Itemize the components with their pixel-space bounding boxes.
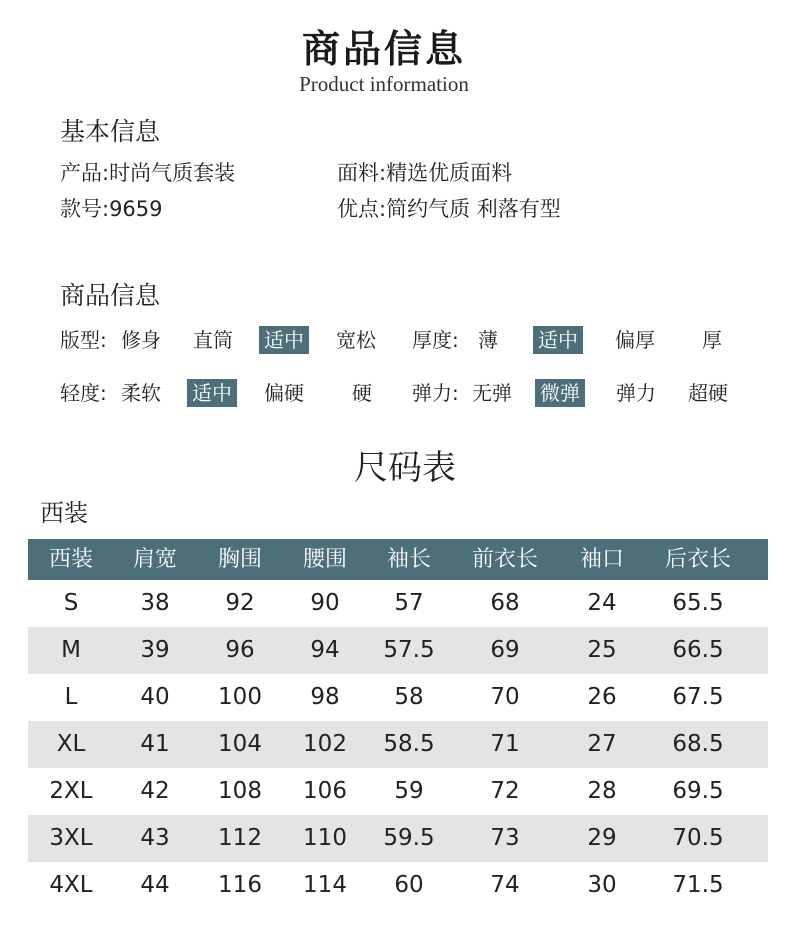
elasticity-label: 弹力:	[412, 381, 459, 405]
measure-cell: 108	[218, 778, 262, 804]
product-name: 产品:时尚气质套装	[60, 161, 236, 185]
product-info-title: 商品信息	[60, 281, 161, 310]
size-table-header	[28, 539, 768, 580]
header-cell: 前衣长	[471, 547, 539, 572]
measure-cell: 59	[394, 778, 424, 804]
measure-cell: 68	[490, 590, 520, 616]
measure-cell: 24	[587, 590, 617, 616]
measure-cell: 29	[587, 825, 617, 851]
measure-cell: 102	[303, 731, 347, 757]
size-table	[28, 539, 768, 909]
measure-cell: 39	[140, 637, 170, 663]
elasticity-option-super: 超硬	[688, 381, 728, 405]
measure-cell: 26	[587, 684, 617, 710]
measure-cell: 72	[490, 778, 520, 804]
measure-cell: 112	[218, 825, 262, 851]
measure-cell: 57	[394, 590, 424, 616]
size-cell: 3XL	[49, 825, 93, 851]
style-number: 款号:9659	[60, 197, 163, 221]
measure-cell: 27	[587, 731, 617, 757]
table-row	[28, 627, 768, 674]
measure-cell: 96	[225, 637, 255, 663]
thickness-option-thick: 厚	[702, 328, 722, 352]
measure-cell: 69	[490, 637, 520, 663]
size-chart-category: 西装	[40, 499, 88, 527]
softness-option-soft: 柔软	[121, 381, 161, 405]
header-cell: 后衣长	[664, 547, 732, 572]
measure-cell: 67.5	[672, 684, 724, 710]
thickness-option-medium-selected: 适中	[533, 326, 583, 354]
measure-cell: 69.5	[672, 778, 724, 804]
measure-cell: 116	[218, 872, 262, 898]
header-cell: 肩宽	[132, 547, 178, 572]
measure-cell: 60	[394, 872, 424, 898]
measure-cell: 73	[490, 825, 520, 851]
header-cell: 腰围	[302, 547, 348, 572]
softness-option-firm: 硬	[352, 381, 372, 405]
measure-cell: 94	[310, 637, 340, 663]
measure-cell: 74	[490, 872, 520, 898]
size-cell: 2XL	[49, 778, 93, 804]
measure-cell: 70	[490, 684, 520, 710]
size-cell: 4XL	[49, 872, 93, 898]
softness-label: 轻度:	[60, 381, 107, 405]
header-cell: 袖口	[579, 547, 625, 572]
page-title: 商品信息	[301, 26, 466, 71]
header-cell: 西装	[48, 547, 94, 572]
measure-cell: 66.5	[672, 637, 724, 663]
measure-cell: 92	[225, 590, 255, 616]
measure-cell: 68.5	[672, 731, 724, 757]
size-cell: L	[64, 684, 78, 710]
measure-cell: 100	[218, 684, 262, 710]
elasticity-option-none: 无弹	[472, 381, 512, 405]
measure-cell: 71.5	[672, 872, 724, 898]
fit-option-medium-selected: 适中	[259, 326, 309, 354]
advantage-info: 优点:简约气质 利落有型	[337, 197, 561, 221]
size-cell: XL	[56, 731, 86, 757]
softness-option-firmish: 偏硬	[264, 381, 304, 405]
measure-cell: 110	[303, 825, 347, 851]
measure-cell: 28	[587, 778, 617, 804]
table-row	[28, 768, 768, 815]
fit-option-slim: 修身	[121, 328, 161, 352]
measure-cell: 42	[140, 778, 170, 804]
size-table-body	[28, 580, 768, 909]
measure-cell: 70.5	[672, 825, 724, 851]
measure-cell: 44	[140, 872, 170, 898]
measure-cell: 104	[218, 731, 262, 757]
thickness-option-thickish: 偏厚	[615, 328, 655, 352]
measure-cell: 58	[394, 684, 424, 710]
thickness-label: 厚度:	[412, 328, 459, 352]
measure-cell: 40	[140, 684, 170, 710]
measure-cell: 30	[587, 872, 617, 898]
measure-cell: 59.5	[383, 825, 435, 851]
page-subtitle: Product information	[299, 72, 469, 96]
measure-cell: 106	[303, 778, 347, 804]
measure-cell: 114	[303, 872, 347, 898]
measure-cell: 41	[140, 731, 170, 757]
softness-option-medium-selected: 适中	[187, 379, 237, 407]
measure-cell: 98	[310, 684, 340, 710]
header-cell: 胸围	[217, 547, 263, 572]
page-header	[0, 26, 768, 96]
size-cell: S	[63, 590, 79, 616]
size-cell: M	[61, 637, 81, 663]
fabric-info: 面料:精选优质面料	[337, 161, 513, 185]
table-row	[28, 862, 768, 909]
basic-info-title: 基本信息	[60, 117, 161, 146]
measure-cell: 38	[140, 590, 170, 616]
measure-cell: 71	[490, 731, 520, 757]
table-row	[28, 815, 768, 862]
elasticity-option-elastic: 弹力	[616, 381, 656, 405]
measure-cell: 25	[587, 637, 617, 663]
measure-cell: 90	[310, 590, 340, 616]
measure-cell: 58.5	[383, 731, 435, 757]
table-row	[28, 674, 768, 721]
table-row	[28, 721, 768, 768]
fit-option-loose: 宽松	[336, 328, 376, 352]
thickness-option-thin: 薄	[478, 328, 498, 352]
measure-cell: 43	[140, 825, 170, 851]
elasticity-option-slight-selected: 微弹	[535, 379, 585, 407]
header-cell: 袖长	[386, 547, 432, 572]
fit-label: 版型:	[60, 328, 107, 352]
fit-option-straight: 直筒	[193, 328, 233, 352]
table-row	[28, 580, 768, 627]
measure-cell: 57.5	[383, 637, 435, 663]
measure-cell: 65.5	[672, 590, 724, 616]
size-chart-title: 尺码表	[354, 448, 456, 488]
